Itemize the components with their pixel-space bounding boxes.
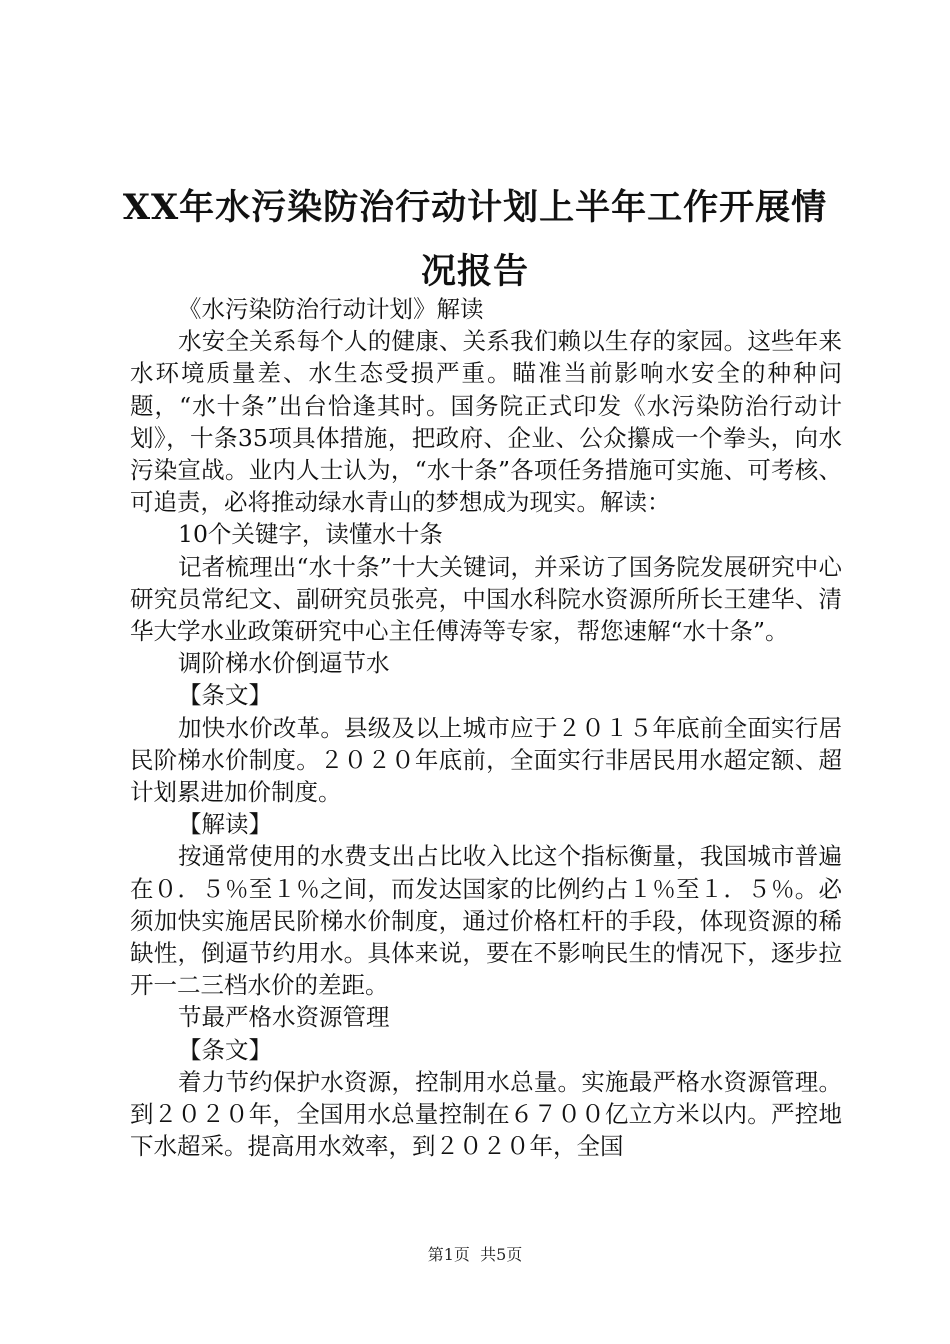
paragraph-keywords-heading: 10个关键字，读懂水十条 <box>178 520 443 549</box>
page-footer <box>0 1244 950 1266</box>
paragraph-clause-water-price: 加快水价改革。县级及以上城市应于２０１５年底前全面实行居民阶梯水价制度。２０２０年底前，全面实行非居民用水超定额、超计划累进加价制度。 <box>130 713 842 807</box>
paragraph-section-water-management: 节最严格水资源管理 <box>178 1003 390 1032</box>
page-total: 共5页 <box>480 1245 523 1264</box>
paragraph-clause-label: 【条文】 <box>178 681 272 710</box>
document-title: XX年水污染防治行动计划上半年工作开展情况报告 <box>122 187 828 292</box>
paragraph-interpretation-water-price: 按通常使用的水费支出占比收入比这个指标衡量，我国城市普遍在０．５％至１％之间，而发达国家的比例约占１％至１．５％。必须加快实施居民阶梯水价制度，通过价格杠杆的手段，体现资源的稀缺性，倒逼节约用水。具体来说，要在不影响民生的情况下，逐步拉开一二三档水价的差距。 <box>130 842 842 1000</box>
paragraph-clause-label-2: 【条文】 <box>178 1035 272 1064</box>
paragraph-interpretation-label: 【解读】 <box>178 810 272 839</box>
paragraph-intro: 水安全关系每个人的健康、关系我们赖以生存的家园。这些年来水环境质量差、水生态受损严重。瞄准当前影响水安全的种种问题，“水十条”出台恰逢其时。国务院正式印发《水污染防治行动计划》，十条35项具体措施，把政府、企业、公众攥成一个拳头，向水污染宣战。业内人士认为，“水十条”各项任务措施可实施、可考核、可追责，必将推动绿水青山的梦想成为现实。解读： <box>130 327 842 517</box>
paragraph-section-water-price: 调阶梯水价倒逼节水 <box>178 649 390 678</box>
paragraph-clause-water-management: 着力节约保护水资源，控制用水总量。实施最严格水资源管理。到２０２０年，全国用水总量控制在６７００亿立方米以内。严控地下水超采。提高用水效率，到２０２０年，全国 <box>130 1067 842 1161</box>
document-body <box>130 293 842 1162</box>
paragraph-heading-intro: 《水污染防治行动计划》解读 <box>178 295 484 323</box>
page-number: 第1页 <box>427 1245 470 1264</box>
paragraph-reporter: 记者梳理出“水十条”十大关键词，并采访了国务院发展研究中心研究员常纪文、副研究员张亮，中国水科院水资源所所长王建华、清华大学水业政策研究中心主任傅涛等专家，帮您速解“水十条”。 <box>130 552 842 646</box>
